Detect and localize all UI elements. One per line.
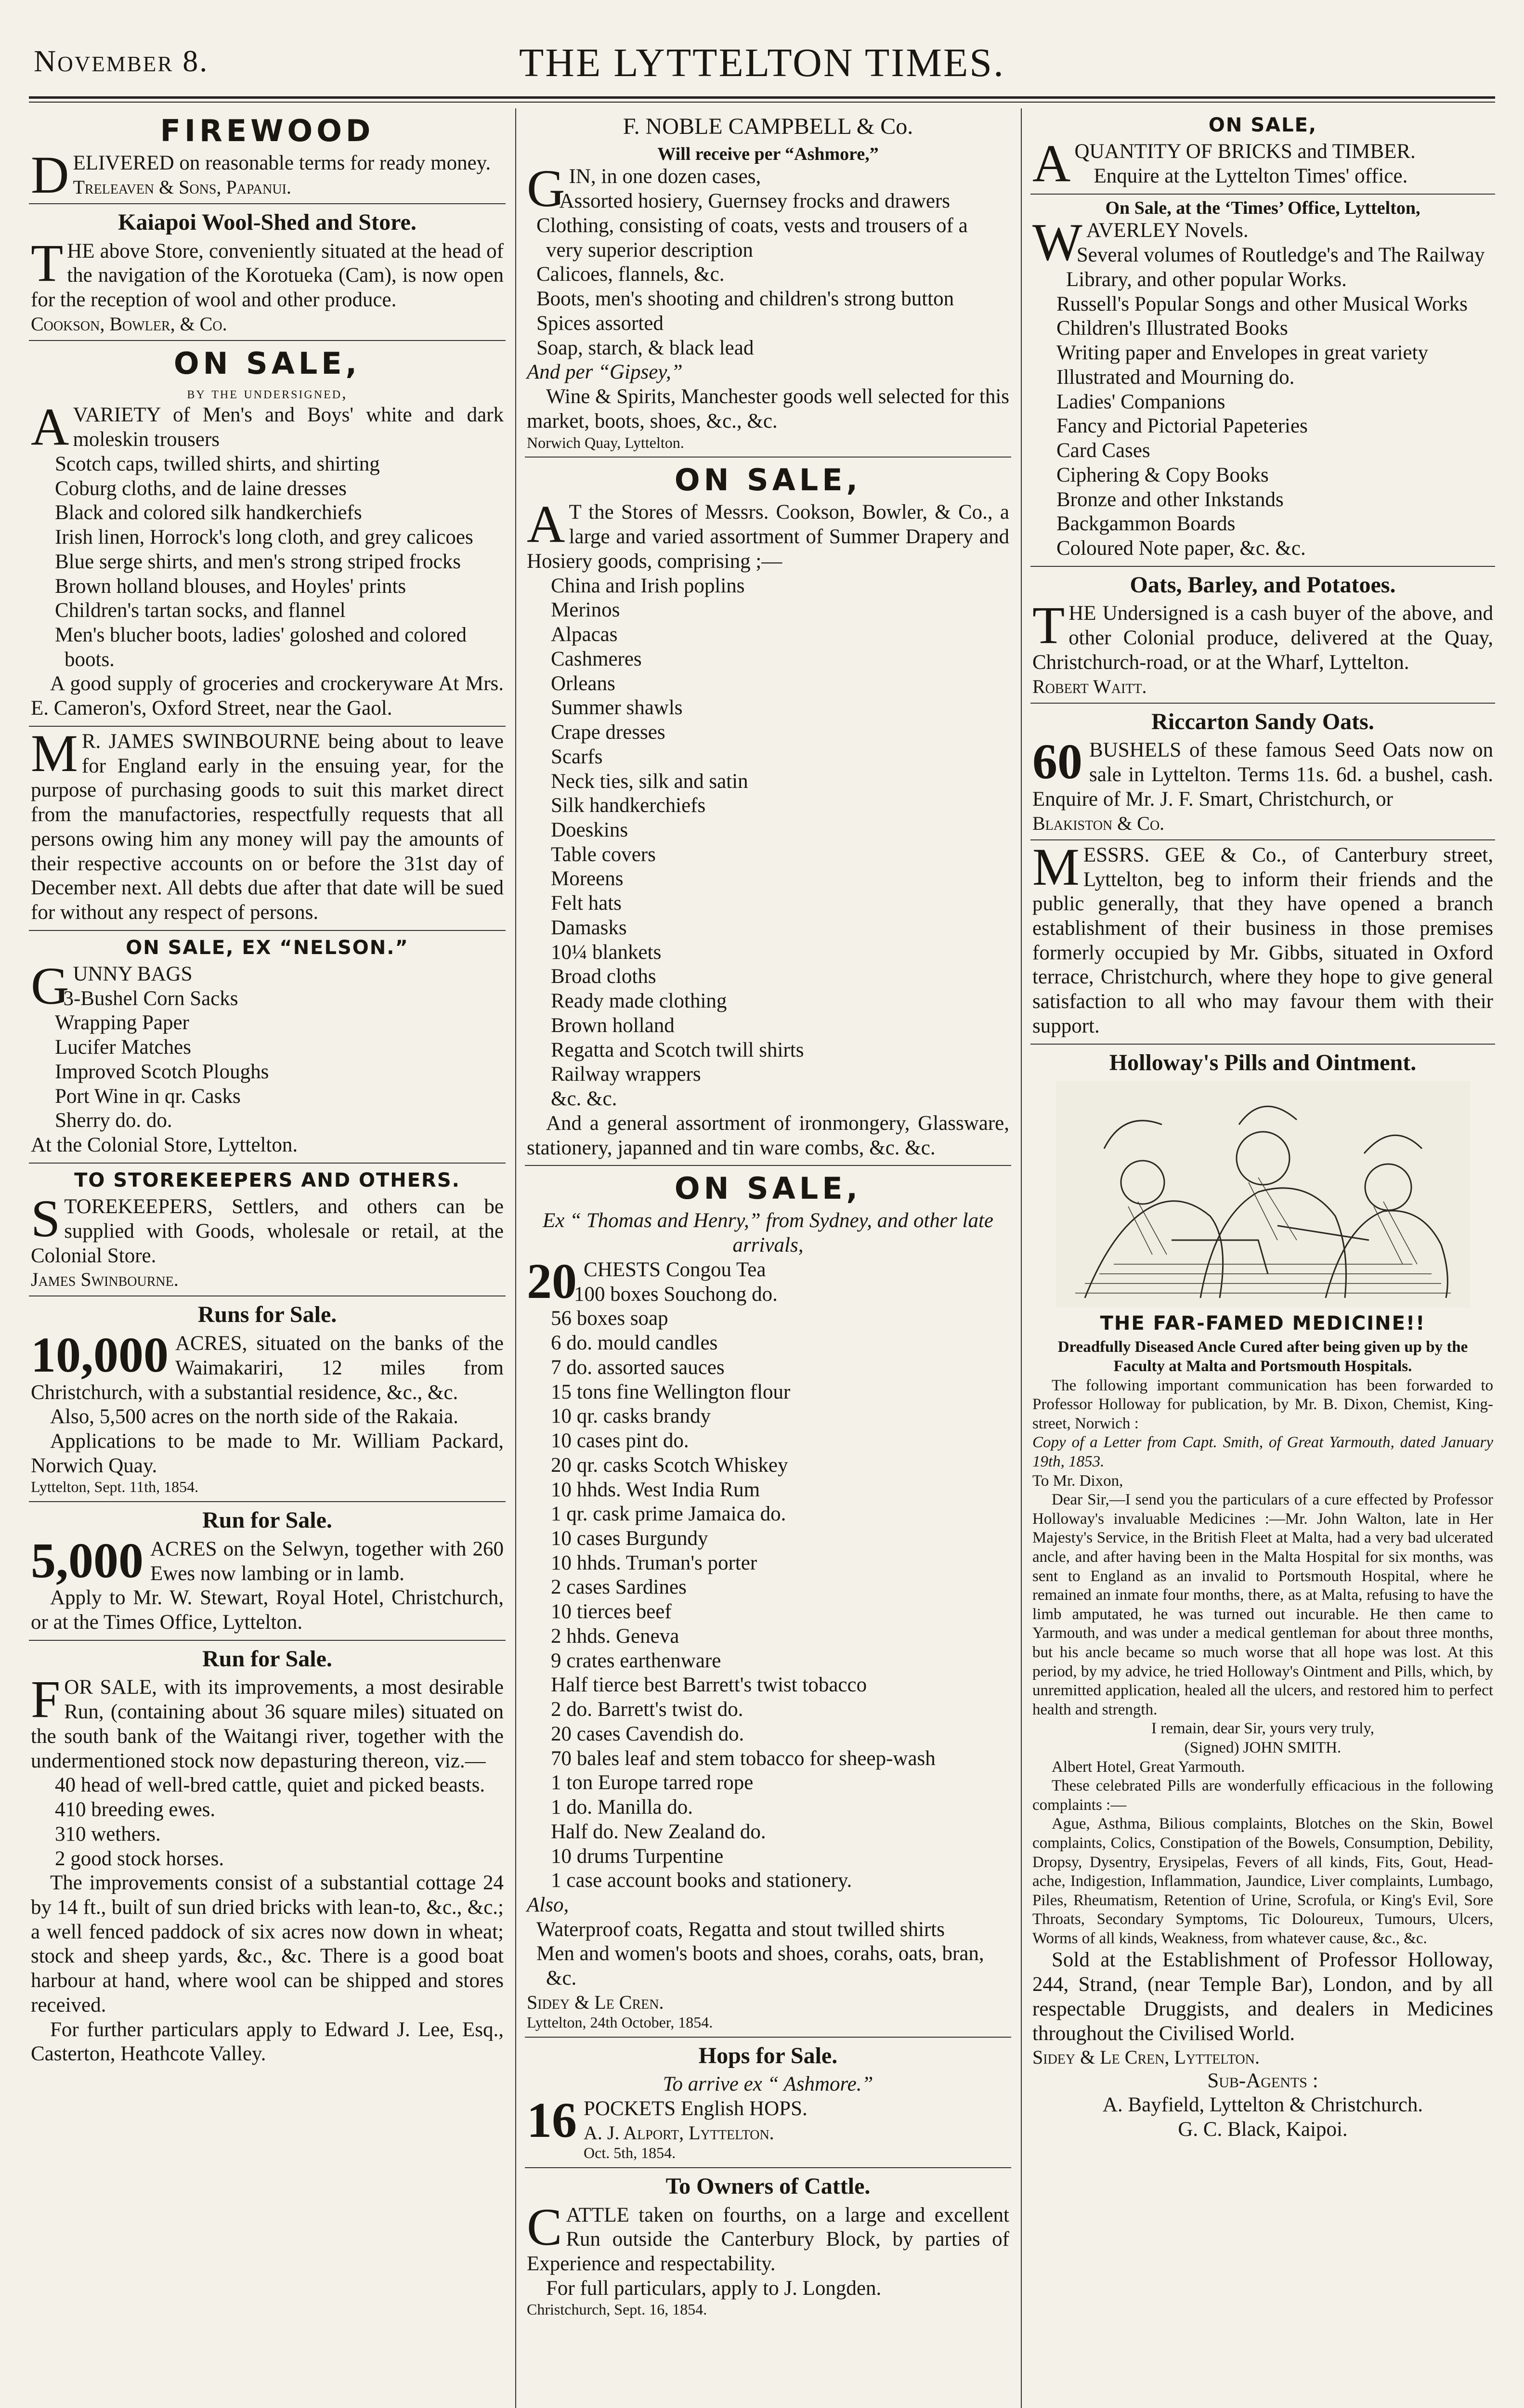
ad-text: I remain, dear Sir, yours very truly,: [1151, 1720, 1374, 1738]
list-item: Scarfs: [551, 745, 603, 768]
list-item: Calicoes, flannels, &c.: [536, 263, 725, 286]
ad-heading: F. NOBLE CAMPBELL & Co.: [623, 114, 913, 139]
column-rule: [1021, 108, 1022, 2408]
column-3: [1030, 108, 1495, 2408]
ad-text: OR SALE, with its improvements, a most desirable Run, (containing about 36 square miles) situated on the south bank of the Waitangi river, together with the undermentioned stock now depasturing thereon, viz.—: [31, 1676, 504, 1772]
list-item: 100 boxes Souchong do.: [574, 1283, 778, 1306]
list-item: 70 bales leaf and stem tobacco for sheep-wash: [551, 1747, 936, 1770]
issue-date: November 8.: [34, 44, 209, 78]
ad-text: Sold at the Establishment of Professor Holloway, 244, Strand, (near Temple Bar), London, and by all respectable Druggists, and dealers in Medicines throughout the Civilised World.: [1032, 1949, 1493, 2045]
drop-cap: G: [31, 956, 69, 1015]
list-item: Port Wine in qr. Casks: [55, 1085, 241, 1108]
list-item: Crape dresses: [551, 721, 665, 744]
list-item: Ladies' Companions: [1056, 390, 1225, 413]
list-item: 10 cases Burgundy: [551, 1527, 708, 1550]
ad-run-selwyn: [29, 1502, 506, 1641]
ad-storekeepers: [29, 1164, 506, 1297]
ad-text: ATTLE taken on fourths, on a large and excellent Run outside the Canterbury Block, by parties of Experience and respectability.: [527, 2203, 1009, 2275]
agent-line: A. Bayfield, Lyttelton & Christchurch.: [1102, 2094, 1423, 2117]
list-item: Assorted hosiery, Guernsey frocks and drawers: [559, 190, 951, 213]
drop-cap: A: [1032, 134, 1071, 193]
ad-signature: Sidey & Le Cren.: [527, 1991, 664, 2013]
ad-heading: ON SALE, EX “NELSON.”: [126, 936, 409, 959]
ad-hops: [525, 2038, 1011, 2168]
ad-text: Also,: [527, 1893, 569, 1916]
list-item: 20 qr. casks Scotch Whiskey: [551, 1453, 788, 1477]
list-item: Cashmeres: [551, 647, 642, 670]
list-item: 10 hhds. West India Rum: [551, 1478, 760, 1501]
ad-text: Wine & Spirits, Manchester goods well selected for this market, boots, shoes, &c., &c.: [527, 385, 1009, 432]
ad-text: HE above Store, conveniently situated at the head of the navigation of the Korotueka (Cam), is now open for the reception of wool and other produce.: [31, 239, 504, 312]
list-item: Sherry do. do.: [55, 1109, 172, 1132]
list-item: Scotch caps, twilled shirts, and shirting: [55, 452, 380, 475]
ad-thomas-henry: [525, 1166, 1011, 2038]
drop-cap: D: [31, 145, 69, 205]
item-list: [527, 574, 1009, 1112]
ad-date: Lyttelton, Sept. 11th, 1854.: [31, 1478, 199, 1496]
paper-title: THE LYTTELTON TIMES.: [519, 40, 1005, 85]
item-list: [527, 1283, 1009, 1893]
ad-text: Copy of a Letter from Capt. Smith, of Great Yarmouth, dated January 19th, 1853.: [1032, 1434, 1493, 1471]
item-list: [1032, 243, 1493, 561]
list-item: 15 tons fine Wellington flour: [551, 1380, 791, 1403]
masthead-rule: [29, 96, 1495, 103]
item-list: [31, 1773, 504, 1871]
big-number: 10,000: [31, 1327, 169, 1383]
list-item: Children's Illustrated Books: [1056, 317, 1288, 340]
list-item: Half tierce best Barrett's twist tobacco: [551, 1674, 867, 1697]
ad-run-waitangi: [29, 1641, 506, 2071]
list-item: Coloured Note paper, &c. &c.: [1056, 537, 1306, 560]
drop-cap: F: [31, 1670, 61, 1729]
ad-stores-cookson: [525, 458, 1011, 1166]
ad-signature: Cookson, Bowler, & Co.: [31, 313, 227, 335]
ad-address: Norwich Quay, Lyttelton.: [527, 433, 684, 451]
list-item: Brown holland blouses, and Hoyles' prints: [55, 575, 406, 598]
list-item: Table covers: [551, 843, 656, 866]
ad-date: Lyttelton, 24th October, 1854.: [527, 2014, 713, 2031]
drop-cap: A: [527, 495, 565, 554]
list-item: Moreens: [551, 867, 624, 890]
ad-lead: VARIETY of Men's and Boys' white and dark moleskin trousers: [73, 404, 504, 451]
item-list: [527, 1918, 1009, 1991]
ad-heading: Runs for Sale.: [197, 1302, 337, 1328]
ad-date: Oct. 5th, 1854.: [584, 2144, 676, 2162]
ad-heading: To Owners of Cattle.: [665, 2173, 871, 2199]
list-item: Ciphering & Copy Books: [1056, 463, 1269, 486]
ad-text: Enquire at the Lyttelton Times' office.: [1094, 164, 1408, 187]
ad-text: POCKETS English HOPS.: [584, 2097, 808, 2120]
list-item: Blue serge shirts, and men's strong striped frocks: [55, 550, 461, 573]
list-item: Silk handkerchiefs: [551, 794, 706, 817]
ad-text: TOREKEEPERS, Settlers, and others can be supplied with Goods, wholesale or retail, at the Colonial Store.: [31, 1195, 504, 1267]
list-item: Boots, men's shooting and children's strong button: [536, 288, 954, 311]
list-item: Spices assorted: [536, 312, 664, 335]
list-item: Men's blucher boots, ladies' goloshed and colored boots.: [55, 623, 467, 671]
ad-text: BUSHELS of these famous Seed Oats now on sale in Lyttelton. Terms 11s. 6d. a bushel, cash. Enquire of Mr. J. F. Smart, Christchurch, or: [1032, 739, 1493, 811]
list-item: 9 crates earthenware: [551, 1649, 721, 1672]
list-item: Half do. New Zealand do.: [551, 1820, 766, 1843]
list-item: 10¼ blankets: [551, 941, 662, 964]
ad-heading: Hops for Sale.: [698, 2042, 838, 2068]
ad-heading: Oats, Barley, and Potatoes.: [1130, 572, 1396, 598]
ad-times-office: [1030, 195, 1495, 567]
list-item: Orleans: [551, 672, 615, 695]
list-item: 6 do. mould candles: [551, 1332, 718, 1355]
list-item: Railway wrappers: [551, 1063, 701, 1086]
ad-heading: FIREWOOD: [160, 113, 375, 148]
list-item: Improved Scotch Ploughs: [55, 1060, 269, 1083]
ad-subheading: Dreadfully Diseased Ancle Cured after being given up by the Faculty at Malta and Portsmouth Hospitals.: [1057, 1338, 1468, 1375]
ad-heading: Run for Sale.: [202, 1507, 332, 1533]
drop-cap: M: [1032, 837, 1080, 896]
column-2: [525, 108, 1011, 2408]
ad-signature: (Signed) JOHN SMITH.: [1184, 1739, 1342, 1756]
big-number: 60: [1032, 734, 1082, 790]
list-item: 10 qr. casks brandy: [551, 1405, 711, 1428]
list-item: Broad cloths: [551, 965, 656, 988]
agents-heading: Sub-Agents :: [1207, 2069, 1318, 2092]
ad-text: HE Undersigned is a cash buyer of the above, and other Colonial produce, delivered at the Quay, Christchurch-road, or at the Wharf, Lyttelton.: [1032, 602, 1493, 674]
list-item: Brown holland: [551, 1014, 675, 1037]
ad-text: At the Colonial Store, Lyttelton.: [31, 1134, 298, 1157]
agent-line: G. C. Black, Kaipoi.: [1178, 2118, 1348, 2141]
ad-signature: Blakiston & Co.: [1032, 812, 1165, 834]
list-item: 40 head of well-bred cattle, quiet and picked beasts.: [55, 1774, 485, 1797]
list-item: Regatta and Scotch twill shirts: [551, 1038, 804, 1061]
ad-heading: ON SALE,: [173, 346, 361, 381]
list-item: Alpacas: [551, 623, 618, 646]
ad-text: The improvements consist of a substantial cottage 24 by 14 ft., built of sun dried bricks with lean-to, &c., &c.; a well fenced paddock of six acres now down in wheat; stock and sheep yards, &c., &c. There is a good boat harbour at hand, where wool can be shipped and stores received.: [31, 1871, 504, 2016]
list-item: Children's tartan socks, and flannel: [55, 599, 346, 622]
complaints-list: Ague, Asthma, Bilious complaints, Blotches on the Skin, Bowel complaints, Colics, Constipation of the Bowels, Consumption, Debility, Dropsy, Dysentry, Erysipelas, Fevers of all kinds, Fits, Gout, Head-ache, Indigestion, Inflammation, Jaundice, Liver complaints, Lumbago, Piles, Rheumatism, Retention of Urine, Scrofula, or King's Evil, Sore Throats, Secondary Symptoms, Tic Doloureux, Tumours, Ulcers, Worms of all kinds, Weakness, from whatever cause, &c., &c.: [1032, 1815, 1493, 1947]
ad-text: Albert Hotel, Great Yarmouth.: [1052, 1758, 1245, 1776]
ad-heading: Riccarton Sandy Oats.: [1151, 708, 1374, 734]
ad-campbell: [525, 108, 1011, 458]
column-1: [29, 108, 506, 2408]
list-item: 10 hhds. Truman's porter: [551, 1551, 757, 1574]
ad-subheading: Will receive per “Ashmore,”: [657, 144, 879, 164]
list-item: 1 qr. cask prime Jamaica do.: [551, 1503, 786, 1526]
ad-gee: [1030, 837, 1495, 1045]
column-rule: [515, 108, 516, 2408]
list-item: 56 boxes soap: [551, 1307, 668, 1330]
ad-text: Applications to be made to Mr. William Packard, Norwich Quay.: [31, 1429, 504, 1477]
item-list: [31, 987, 504, 1133]
list-item: Doeskins: [551, 818, 628, 841]
ad-subheading: by the undersigned,: [187, 384, 348, 403]
letter-text: Dear Sir,—I send you the particulars of a cure effected by Professor Holloway's invaluable Medicines :—Mr. John Walton, late in Her Majesty's Service, in the British Fleet at Malta, had a very bad ulcerated ancle, and after having been in the Malta Hospital for six months, was sent to England as an invalid to Portsmouth Hospital, where he remained an inmate four months, there, as at Malta, refusing to have the limb amputated, he was turned out incurable. He then came to Yarmouth, and was under a medical gentleman for about three months, but his ancle became so much worse that all hope was lost. At this period, by my advice, he tried Holloway's Ointment and Pills, which, by unremitted application, healed all the ulcers, and restored him to perfect health and strength.: [1032, 1491, 1493, 1718]
list-item: Felt hats: [551, 892, 622, 915]
list-item: Clothing, consisting of coats, vests and trousers of a very superior description: [536, 214, 968, 262]
list-item: Card Cases: [1056, 439, 1150, 462]
list-item: 2 good stock horses.: [55, 1847, 224, 1870]
list-item: Waterproof coats, Regatta and stout twilled shirts: [536, 1918, 945, 1941]
drop-cap: W: [1032, 213, 1082, 272]
drop-cap: T: [1032, 596, 1065, 655]
item-list: [527, 189, 1009, 360]
drop-cap: A: [31, 397, 69, 457]
list-item: Men and women's boots and shoes, corahs, oats, bran, &c.: [536, 1942, 984, 1990]
ad-text: R. JAMES SWINBOURNE being about to leave for England early in the ensuing year, for the purpose of purchasing goods to suit this market direct from the manufactories, respectfully requests that all persons owing him any money will pay the amounts of their respective accounts on or before the 31st day of December next. All debts due after that date will be sued for without any respect of persons.: [31, 730, 504, 924]
list-item: 7 do. assorted sauces: [551, 1356, 725, 1379]
ad-text: To Mr. Dixon,: [1032, 1472, 1123, 1490]
drop-cap: G: [527, 159, 565, 218]
list-item: 3-Bushel Corn Sacks: [63, 987, 238, 1010]
ad-text: QUANTITY OF BRICKS and TIMBER.: [1074, 140, 1416, 163]
list-item: Lucifer Matches: [55, 1036, 191, 1059]
masthead: [29, 29, 1495, 96]
ad-subheading: To arrive ex “ Ashmore.”: [663, 2073, 873, 2096]
ad-text: A good supply of groceries and crockeryware At Mrs. E. Cameron's, Oxford Street, near the Gaol.: [31, 672, 504, 720]
ad-text: ESSRS. GEE & Co., of Canterbury street, Lyttelton, beg to inform their friends and the public generally, that they have opened a branch establishment of their business in those premises formerly occupied by Mr. Gibbs, situated in Oxford terrace, Christchurch, where they hope to give general satisfaction to all who may favour them with their support.: [1032, 843, 1493, 1037]
ad-heading: Kaiapoi Wool-Shed and Store.: [118, 209, 417, 236]
list-item: Fancy and Pictorial Papeteries: [1056, 415, 1308, 438]
list-item: 1 case account books and stationery.: [551, 1869, 852, 1892]
list-item: Ready made clothing: [551, 990, 727, 1013]
ad-text: For full particulars, apply to J. Longden.: [546, 2277, 882, 2300]
ad-heading: TO STOREKEEPERS AND OTHERS.: [74, 1169, 460, 1191]
ad-kaiapoi: [29, 204, 506, 341]
list-item: China and Irish poplins: [551, 574, 745, 597]
item-list: [31, 452, 504, 672]
ad-text: And a general assortment of ironmongery, Glassware, stationery, japanned and tin ware combs, &c. &c.: [527, 1112, 1009, 1159]
ad-runs-for-sale: [29, 1296, 506, 1502]
ad-signature: A. J. Alport, Lyttelton.: [584, 2121, 774, 2144]
ad-text: ACRES, situated on the banks of the Waimakariri, 12 miles from Christchurch, with a substantial residence, &c., &c.: [31, 1332, 504, 1404]
ad-text: Apply to Mr. W. Stewart, Royal Hotel, Christchurch, or at the Times Office, Lyttelton.: [31, 1586, 504, 1634]
holloway-engraving: [1056, 1081, 1470, 1308]
ad-lead: UNNY BAGS: [73, 962, 193, 985]
list-item: 2 do. Barrett's twist do.: [551, 1698, 743, 1721]
ad-cattle: [525, 2168, 1011, 2324]
ad-heading: Holloway's Pills and Ointment.: [1109, 1049, 1417, 1075]
big-number: 20: [527, 1253, 577, 1309]
list-item: Wrapping Paper: [55, 1011, 189, 1034]
drop-cap: S: [31, 1189, 61, 1248]
ad-signature: Robert Waitt.: [1032, 675, 1147, 697]
drop-cap: M: [31, 723, 78, 783]
list-item: Damasks: [551, 916, 627, 939]
list-item: Soap, starch, & black lead: [536, 336, 754, 359]
list-item: Neck ties, silk and satin: [551, 770, 748, 793]
ad-subheading: Ex “ Thomas and Henry,” from Sydney, and other late arrivals,: [543, 1209, 993, 1257]
ad-signature: Sidey & Le Cren, Lyttelton.: [1032, 2046, 1260, 2068]
list-item: 10 cases pint do.: [551, 1429, 689, 1453]
ad-signature: James Swinbourne.: [31, 1269, 179, 1291]
list-item: Irish linen, Horrock's long cloth, and grey calicoes: [55, 526, 473, 549]
list-item: Summer shawls: [551, 696, 683, 720]
list-item: 2 cases Sardines: [551, 1576, 687, 1599]
ad-heading: ON SALE,: [674, 1171, 862, 1206]
drop-cap: T: [31, 233, 64, 292]
list-item: Merinos: [551, 599, 620, 622]
list-item: 10 drums Turpentine: [551, 1845, 724, 1868]
big-number: 16: [527, 2093, 577, 2148]
ad-text: ELIVERED on reasonable terms for ready money.: [73, 152, 491, 175]
ad-nelson: [29, 931, 506, 1164]
drop-cap: C: [527, 2197, 562, 2256]
ad-banner: THE FAR-FAMED MEDICINE!!: [1100, 1312, 1426, 1335]
list-item: 2 hhds. Geneva: [551, 1624, 679, 1648]
ad-text: Also, 5,500 acres on the north side of the Rakaia.: [50, 1405, 458, 1428]
list-item: 310 wethers.: [55, 1822, 161, 1845]
ad-heading: ON SALE,: [1208, 114, 1317, 136]
ad-holloway: [1030, 1045, 1495, 2147]
list-item: 1 do. Manilla do.: [551, 1796, 693, 1819]
ad-heading: ON SALE,: [674, 462, 862, 498]
list-item: Bronze and other Inkstands: [1056, 488, 1284, 511]
list-item: &c. &c.: [551, 1087, 617, 1111]
ad-date: Christchurch, Sept. 16, 1854.: [527, 2301, 707, 2318]
ad-text: And per “Gipsey,”: [527, 361, 683, 384]
ad-onsale-variety: [29, 341, 506, 727]
list-item: Coburg cloths, and de laine dresses: [55, 477, 347, 500]
list-item: Russell's Popular Songs and other Musical Works: [1056, 292, 1468, 315]
big-number: 5,000: [31, 1532, 143, 1588]
ad-lead: AVERLEY Novels.: [1086, 219, 1249, 242]
ad-lead: CHESTS Congou Tea: [584, 1258, 766, 1281]
ad-text: For further particulars apply to Edward J. Lee, Esq., Casterton, Heathcote Valley.: [31, 2018, 504, 2066]
ad-riccarton: [1030, 704, 1495, 840]
ad-firewood: [29, 108, 506, 204]
list-item: Writing paper and Envelopes in great variety: [1056, 341, 1428, 365]
ad-heading: Run for Sale.: [202, 1646, 332, 1672]
list-item: 410 breeding ewes.: [55, 1798, 216, 1821]
ad-text: These celebrated Pills are wonderfully efficacious in the following complaints :—: [1032, 1777, 1493, 1814]
ad-lead: IN, in one dozen cases,: [569, 165, 761, 188]
list-item: Illustrated and Mourning do.: [1056, 366, 1295, 389]
list-item: Black and colored silk handkerchiefs: [55, 501, 362, 524]
ad-bricks: [1030, 108, 1495, 195]
ad-swinbourne: [29, 723, 506, 931]
ad-heading: On Sale, at the ‘Times’ Office, Lyttelton,: [1105, 197, 1420, 218]
ad-signature: Treleaven & Sons, Papanui.: [73, 176, 291, 198]
list-item: Backgammon Boards: [1056, 512, 1236, 536]
list-item: 20 cases Cavendish do.: [551, 1722, 744, 1745]
ad-text: ACRES on the Selwyn, together with 260 Ewes now lambing or in lamb.: [150, 1537, 504, 1585]
list-item: 10 tierces beef: [551, 1600, 672, 1623]
ad-text: The following important communication has been forwarded to Professor Holloway for publication, by Mr. B. Dixon, Chemist, King-street, Norwich :: [1032, 1376, 1493, 1432]
list-item: 1 ton Europe tarred rope: [551, 1771, 754, 1794]
ad-lead: T the Stores of Messrs. Cookson, Bowler, & Co., a large and varied assortment of Summer Drapery and Hosiery goods, comprising ;—: [527, 501, 1009, 573]
list-item: Several volumes of Routledge's and The Railway Library, and other popular Works.: [1066, 244, 1485, 291]
ad-oats-barley: [1030, 567, 1495, 704]
